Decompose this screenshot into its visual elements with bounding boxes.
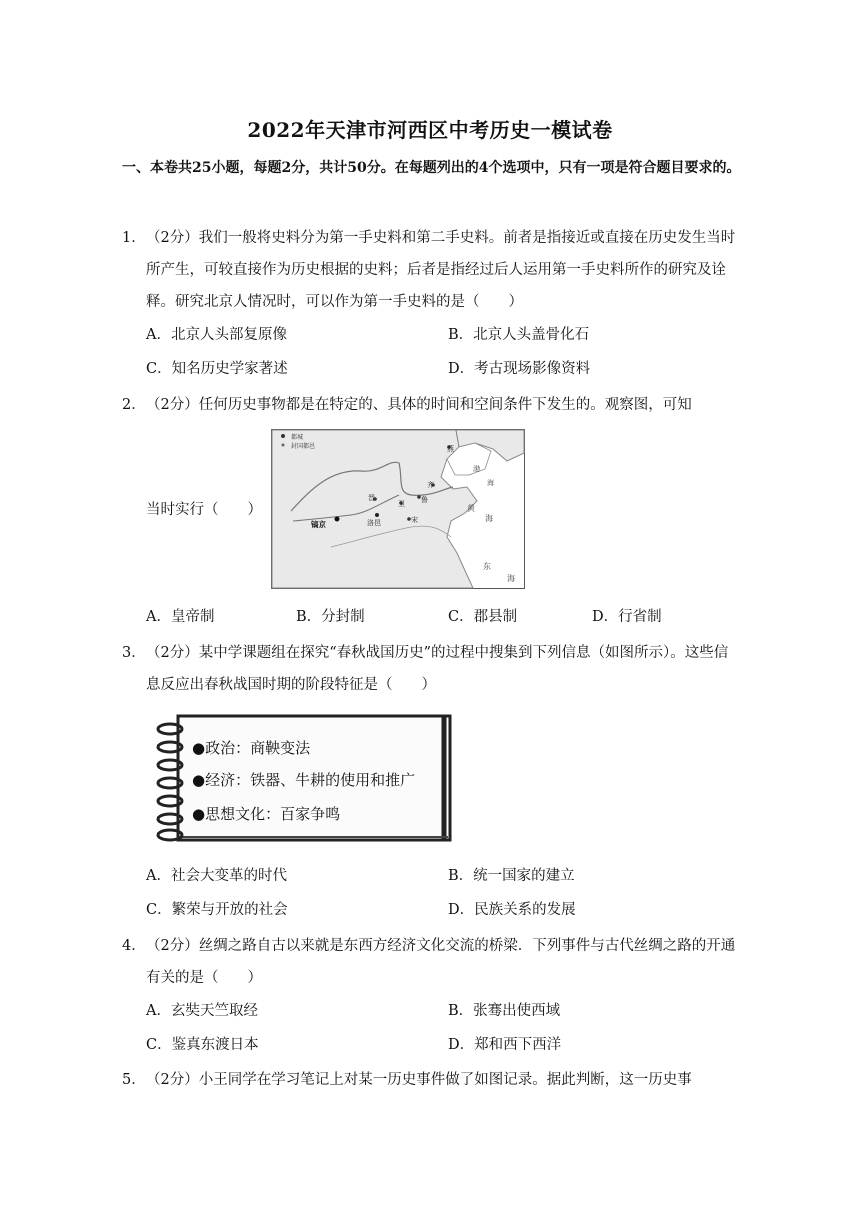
question-number: 4． — [122, 938, 146, 954]
option-b: B．张骞出使西域 — [448, 1003, 561, 1019]
label-hai-3: 海 — [507, 574, 515, 583]
option-c: C．郡县制 — [448, 609, 518, 625]
question-text-continued: 当时实行（ ） — [146, 502, 262, 518]
western-zhou-map — [271, 429, 525, 593]
question-1 — [122, 222, 742, 318]
label-dong: 东 — [483, 562, 491, 571]
land-area — [272, 430, 477, 588]
option-c: C．鉴真东渡日本 — [146, 1037, 259, 1053]
notebook-line-economy: ●经济：铁器、牛耕的使用和推广 — [192, 771, 416, 789]
legend-capital: 都城 — [291, 434, 304, 441]
question-text: （2分）丝绸之路自古以来就是东西方经济文化交流的桥梁．下列事件与古代丝绸之路的开通有关的是（ ） — [146, 938, 736, 986]
question-number: 3． — [122, 645, 146, 661]
option-d: D．考古现场影像资料 — [448, 361, 591, 377]
notebook-line-culture: ●思想文化：百家争鸣 — [192, 805, 341, 823]
label-qi: 齐 — [427, 481, 434, 489]
city-luoyi-dot — [375, 513, 379, 517]
label-yan: 燕 — [447, 445, 454, 453]
label-haojing: 镐京 — [311, 520, 326, 529]
option-b: B．北京人头盖骨化石 — [448, 327, 590, 343]
legend-capital-symbol — [281, 434, 285, 438]
option-d: D．行省制 — [592, 609, 662, 625]
question-number: 5． — [122, 1072, 146, 1088]
label-jin: 晋 — [368, 494, 375, 502]
label-wei: 卫 — [398, 500, 405, 508]
label-hai-2: 海 — [485, 514, 493, 523]
page-title: 2022年天津市河西区中考历史一模试卷 — [247, 118, 613, 142]
question-5 — [122, 1064, 742, 1096]
notebook-figure — [148, 711, 454, 851]
legend-fief: 封国都邑 — [291, 443, 316, 450]
label-song: 宋 — [411, 516, 418, 524]
option-a: A．北京人头部复原像 — [146, 327, 287, 343]
question-text: （2分）我们一般将史料分为第一手史料和第二手史料。前者是指接近或直接在历史发生当时所产生，可较直接作为历史根据的史料；后者是指经过后人运用第一手史料所作的研究及诠释。研究北京人情况时，可以作为第一手史料的是（ ） — [146, 230, 736, 310]
option-c: C．繁荣与开放的社会 — [146, 902, 288, 918]
question-text: （2分）任何历史事物都是在特定的、具体的时间和空间条件下发生的。观察图，可知 — [146, 397, 692, 413]
notebook-svg — [148, 711, 454, 847]
section-instructions: 一、本卷共25小题，每题2分，共计50分。在每题列出的4个选项中，只有一项是符合题目要求的。 — [122, 160, 741, 176]
label-huang: 黄 — [467, 504, 475, 513]
question-number: 2． — [122, 397, 146, 413]
city-haojing-dot — [335, 517, 340, 522]
option-a: A．社会大变革的时代 — [146, 868, 287, 884]
option-d: D．民族关系的发展 — [448, 902, 576, 918]
label-luoyi: 洛邑 — [367, 519, 381, 527]
notebook-line-politics: ●政治：商鞅变法 — [192, 739, 311, 757]
question-text: （2分）某中学课题组在探究“春秋战国历史”的过程中搜集到下列信息（如图所示）。这些信息反应出春秋战国时期的阶段特征是（ ） — [146, 645, 729, 693]
map-svg — [271, 429, 525, 589]
option-a: A．皇帝制 — [146, 609, 215, 625]
option-c: C．知名历史学家著述 — [146, 361, 288, 377]
legend-fief-symbol — [282, 444, 285, 447]
option-d: D．郑和西下西洋 — [448, 1037, 562, 1053]
question-text: （2分）小王同学在学习笔记上对某一历史事件做了如图记录。据此判断，这一历史事 — [146, 1072, 692, 1088]
label-hai-1: 海 — [487, 479, 494, 487]
label-lu: 鲁 — [421, 496, 428, 504]
option-a: A．玄奘天竺取经 — [146, 1003, 258, 1019]
option-b: B．统一国家的建立 — [448, 868, 575, 884]
question-number: 1． — [122, 230, 146, 246]
question-2 — [122, 389, 742, 421]
label-bo: 渤 — [473, 465, 480, 473]
question-4 — [122, 930, 742, 994]
option-b: B．分封制 — [296, 609, 365, 625]
question-3 — [122, 637, 742, 701]
